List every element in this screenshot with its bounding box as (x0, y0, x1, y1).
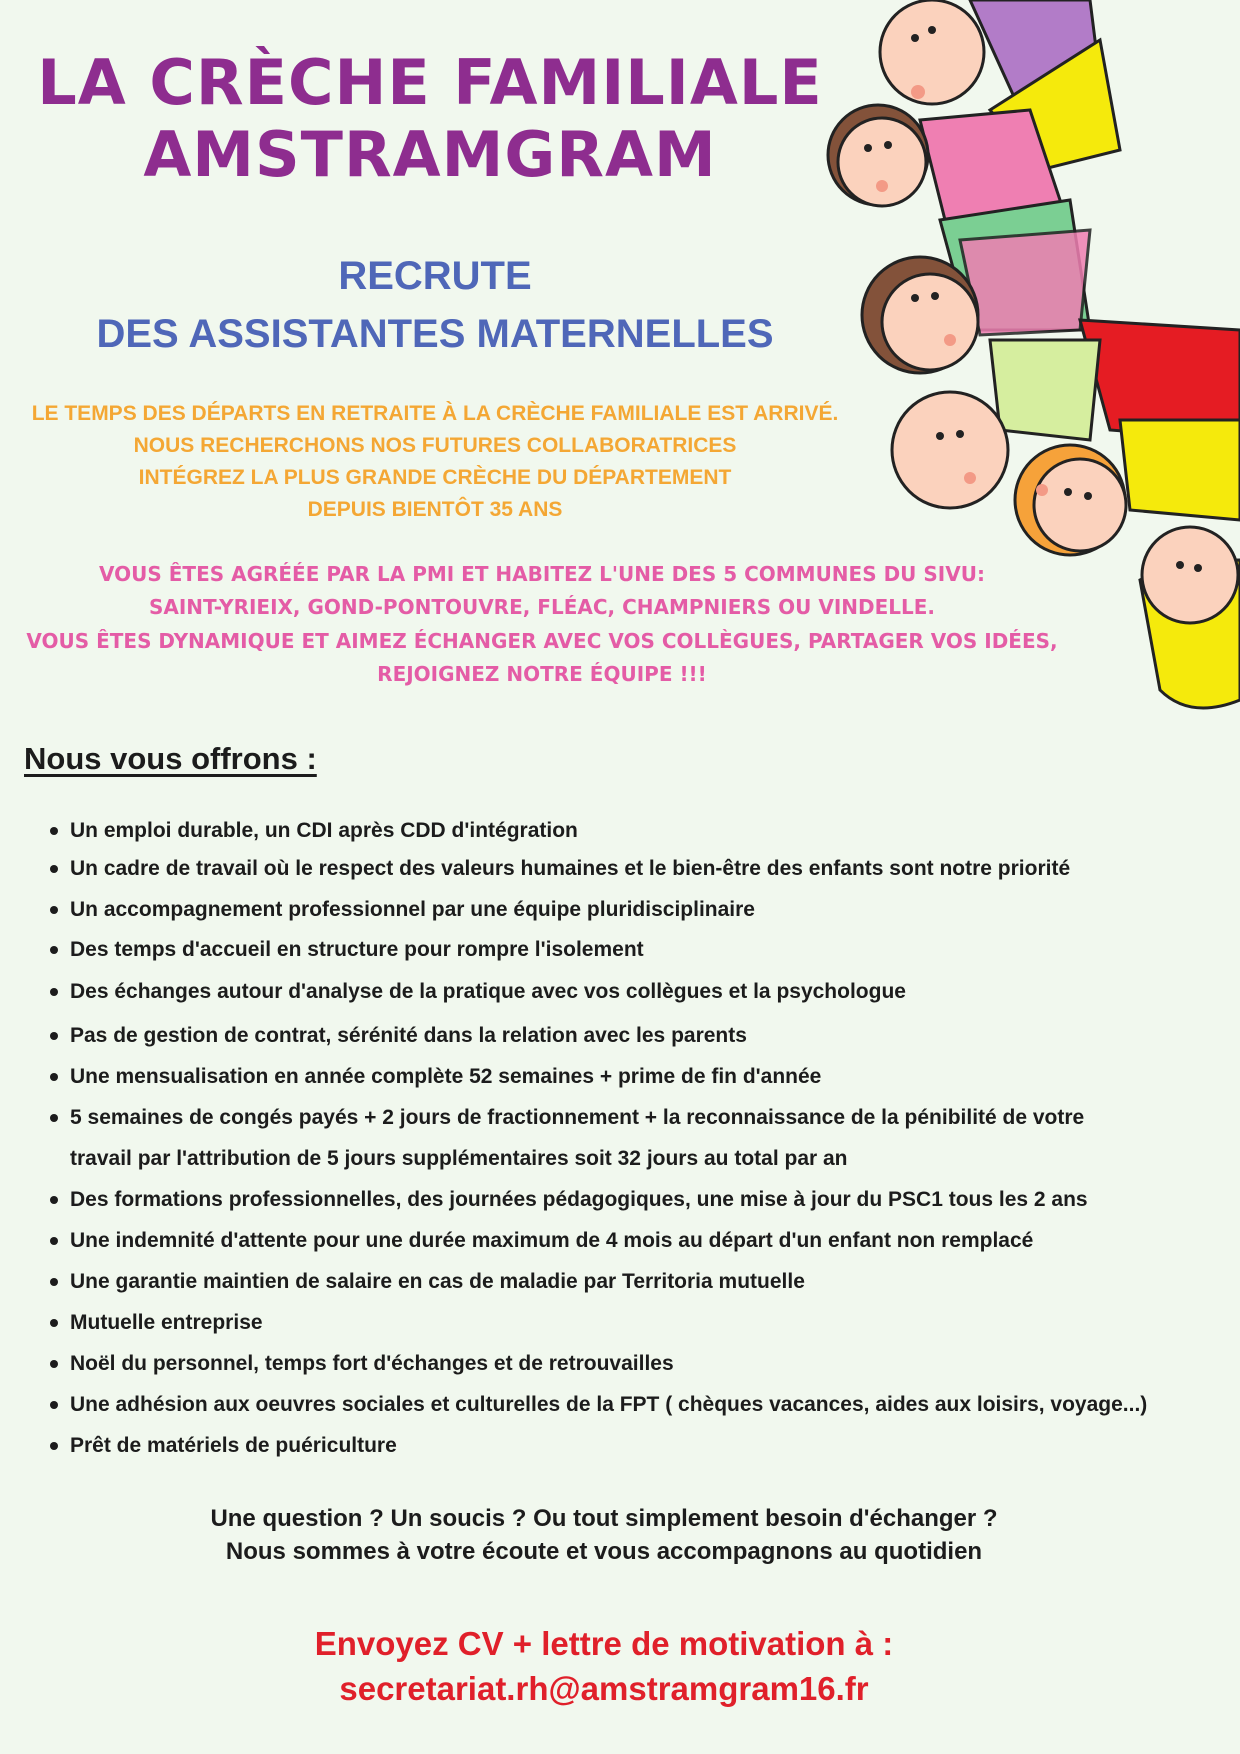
offer-heading: Nous vous offrons : (24, 741, 317, 776)
criteria-line: VOUS ÊTES AGRÉÉE PAR LA PMI ET HABITEZ L'UNE DES 5 COMMUNES DU SIVU: (99, 562, 985, 586)
criteria-line: VOUS ÊTES DYNAMIQUE ET AIMEZ ÉCHANGER AVEC VOS COLLÈGUES, PARTAGER VOS IDÉES, (26, 629, 1058, 653)
recrute-subheading: DES ASSISTANTES MATERNELLES (96, 312, 774, 356)
bullet-icon (50, 1114, 58, 1122)
contact-instruction: Envoyez CV + lettre de motivation à : (314, 1625, 894, 1662)
bullet-icon (50, 1073, 58, 1081)
benefit-text: Un accompagnement professionnel par une équipe pluridisciplinaire (70, 898, 755, 921)
intro-line: NOUS RECHERCHONS NOS FUTURES COLLABORATRICES (133, 434, 737, 457)
list-item (48, 1384, 1233, 1425)
bullet-icon (50, 946, 58, 954)
list-item (48, 1302, 1233, 1343)
list-item (48, 889, 1233, 930)
bullet-icon (50, 1319, 58, 1327)
list-item (48, 810, 1233, 851)
list-item (48, 1015, 1233, 1056)
benefit-text: Noël du personnel, temps fort d'échanges et de retrouvailles (70, 1352, 674, 1375)
bullet-icon (50, 906, 58, 914)
benefit-text: Une garantie maintien de salaire en cas de maladie par Territoria mutuelle (70, 1270, 805, 1293)
benefit-text: 5 semaines de congés payés + 2 jours de fractionnement + la reconnaissance de la pénibilité de votre (70, 1106, 1085, 1129)
intro-line: DEPUIS BIENTÔT 35 ANS (307, 498, 563, 521)
benefit-text: Un emploi durable, un CDI après CDD d'intégration (70, 819, 578, 842)
benefit-text: Une mensualisation en année complète 52 semaines + prime de fin d'année (70, 1065, 822, 1088)
benefit-text: Des temps d'accueil en structure pour rompre l'isolement (70, 938, 644, 961)
list-item (48, 1179, 1233, 1220)
criteria-line: SAINT-YRIEIX, GOND-PONTOUVRE, FLÉAC, CHAMPNIERS OU VINDELLE. (148, 595, 936, 619)
bullet-icon (50, 1360, 58, 1368)
bullet-icon (50, 1442, 58, 1450)
bullet-icon (50, 988, 58, 996)
list-item (48, 1220, 1233, 1261)
benefit-text: Des formations professionnelles, des journées pédagogiques, une mise à jour du PSC1 tous les 2 ans (70, 1188, 1088, 1211)
child-6 (1140, 527, 1240, 708)
list-item (48, 1097, 1233, 1138)
title-line-2: AMSTRAMGRAM (143, 118, 717, 191)
benefit-text: Mutuelle entreprise (70, 1311, 263, 1334)
benefit-text: Une indemnité d'attente pour une durée maximum de 4 mois au départ d'un enfant non remplacé (70, 1229, 1034, 1252)
intro-line: INTÉGREZ LA PLUS GRANDE CRÈCHE DU DÉPARTEMENT (138, 466, 732, 489)
bullet-icon (50, 865, 58, 873)
list-item (48, 929, 1233, 970)
list-item (48, 1343, 1233, 1384)
benefit-text: Une adhésion aux oeuvres sociales et culturelles de la FPT ( chèques vacances, aides aux loisirs, voyage...) (70, 1393, 1148, 1416)
title-line-1: LA CRÈCHE FAMILIALE (37, 46, 823, 119)
benefit-text: travail par l'attribution de 5 jours supplémentaires soit 32 jours au total par an (70, 1147, 848, 1170)
recrute-heading: RECRUTE (338, 254, 532, 298)
closing-line: Une question ? Un soucis ? Ou tout simplement besoin d'échanger ? (210, 1505, 998, 1532)
list-item-continuation (48, 1138, 1233, 1179)
benefit-text: Prêt de matériels de puériculture (70, 1434, 397, 1457)
list-item (48, 1261, 1233, 1302)
criteria-line: REJOIGNEZ NOTRE ÉQUIPE !!! (377, 662, 707, 686)
benefit-text: Des échanges autour d'analyse de la pratique avec vos collègues et la psychologue (70, 980, 906, 1003)
bullet-icon (50, 1278, 58, 1286)
contact-email-link[interactable]: secretariat.rh@amstramgram16.fr (339, 1670, 869, 1707)
list-item (48, 848, 1233, 889)
bullet-icon (50, 1401, 58, 1409)
intro-line: LE TEMPS DES DÉPARTS EN RETRAITE À LA CRÈCHE FAMILIALE EST ARRIVÉ. (31, 402, 839, 425)
list-item (48, 971, 1233, 1012)
list-item (48, 1425, 1233, 1466)
bullet-icon (50, 827, 58, 835)
benefit-text: Pas de gestion de contrat, sérénité dans la relation avec les parents (70, 1024, 747, 1047)
closing-line: Nous sommes à votre écoute et vous accompagnons au quotidien (225, 1538, 983, 1565)
list-item (48, 1056, 1233, 1097)
bullet-icon (50, 1032, 58, 1040)
children-illustration (770, 0, 1240, 740)
bullet-icon (50, 1237, 58, 1245)
bullet-icon (50, 1196, 58, 1204)
benefit-text: Un cadre de travail où le respect des valeurs humaines et le bien-être des enfants sont notre priorité (70, 857, 1071, 880)
